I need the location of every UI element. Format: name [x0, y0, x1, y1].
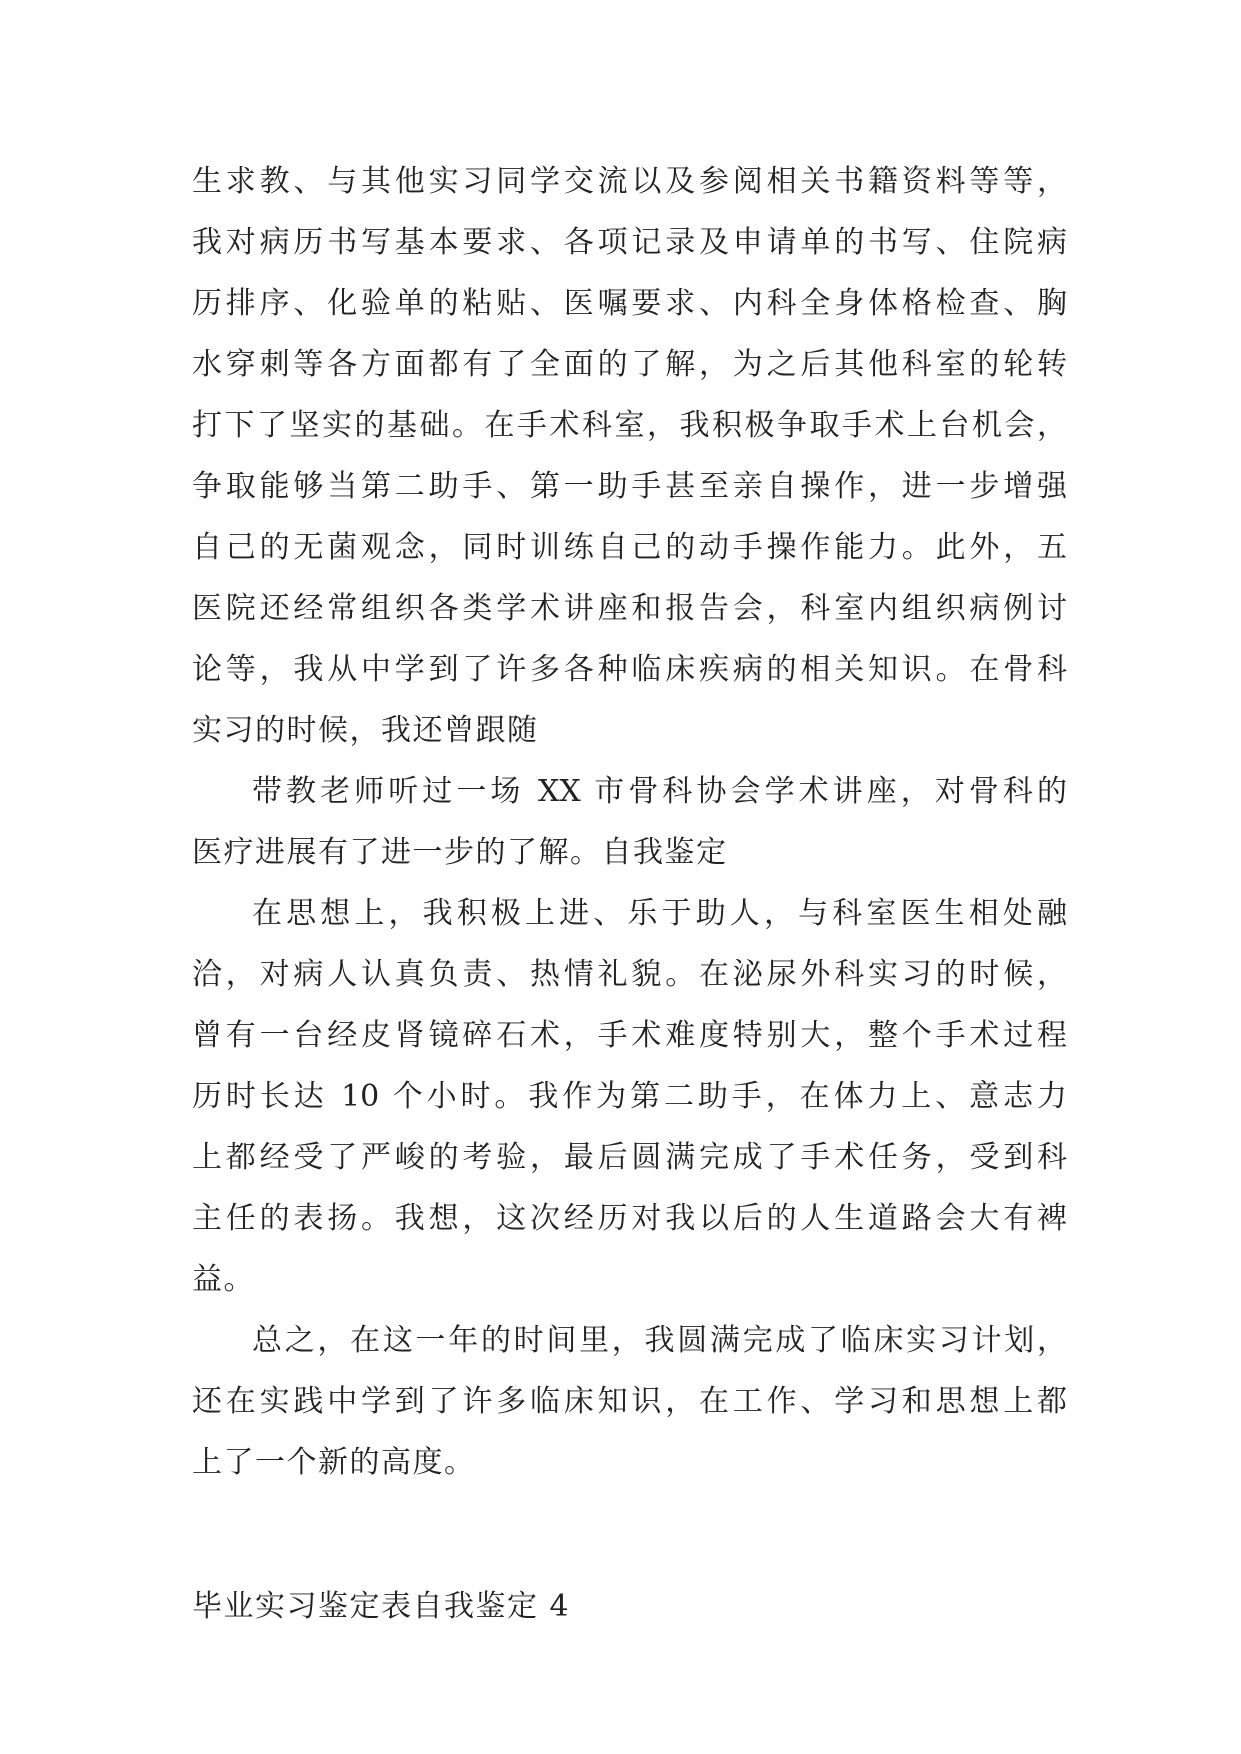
section-heading: 毕业实习鉴定表自我鉴定 4 [192, 1589, 571, 1624]
paragraph-2 [192, 761, 1067, 883]
paragraph-1 [192, 151, 1067, 761]
document-body [192, 151, 1067, 1637]
text-line: 论等，我从中学到了许多各种临床疾病的相关知识。在骨科 [192, 652, 1067, 687]
text-line: 曾有一台经皮肾镜碎石术，手术难度特别大，整个手术过程 [192, 1018, 1067, 1053]
text-line: 实习的时候，我还曾跟随 [192, 713, 539, 748]
text-line: 医院还经常组织各类学术讲座和报告会，科室内组织病例讨 [192, 591, 1067, 626]
text-line: 历时长达 10 个小时。我作为第二助手，在体力上、意志力 [192, 1079, 1067, 1114]
text-line: 洽，对病人认真负责、热情礼貌。在泌尿外科实习的时候， [192, 957, 1067, 992]
text-line: 历排序、化验单的粘贴、医嘱要求、内科全身体格检查、胸 [192, 286, 1067, 321]
text-line: 争取能够当第二助手、第一助手甚至亲自操作，进一步增强 [192, 469, 1067, 504]
text-line: 主任的表扬。我想，这次经历对我以后的人生道路会大有裨 [192, 1201, 1067, 1236]
text-line: 带教老师听过一场 XX 市骨科协会学术讲座，对骨科的 [252, 774, 1067, 809]
text-line: 益。 [192, 1262, 255, 1297]
text-line: 总之，在这一年的时间里，我圆满完成了临床实习计划， [252, 1323, 1067, 1358]
text-line: 在思想上，我积极上进、乐于助人，与科室医生相处融 [252, 896, 1067, 931]
text-line: 上都经受了严峻的考验，最后圆满完成了手术任务，受到科 [192, 1140, 1067, 1175]
text-line: 水穿刺等各方面都有了全面的了解，为之后其他科室的轮转 [192, 347, 1067, 382]
paragraph-3 [192, 883, 1067, 1310]
text-line: 自己的无菌观念，同时训练自己的动手操作能力。此外，五 [192, 530, 1067, 565]
section-gap [192, 1493, 1067, 1576]
text-line: 上了一个新的高度。 [192, 1445, 476, 1480]
text-line: 打下了坚实的基础。在手术科室，我积极争取手术上台机会， [192, 408, 1067, 443]
text-line: 还在实践中学到了许多临床知识，在工作、学习和思想上都 [192, 1384, 1067, 1419]
text-line: 生求教、与其他实习同学交流以及参阅相关书籍资料等等， [192, 164, 1067, 199]
text-line: 医疗进展有了进一步的了解。自我鉴定 [192, 835, 728, 870]
paragraph-4 [192, 1310, 1067, 1493]
text-line: 我对病历书写基本要求、各项记录及申请单的书写、住院病 [192, 225, 1067, 260]
